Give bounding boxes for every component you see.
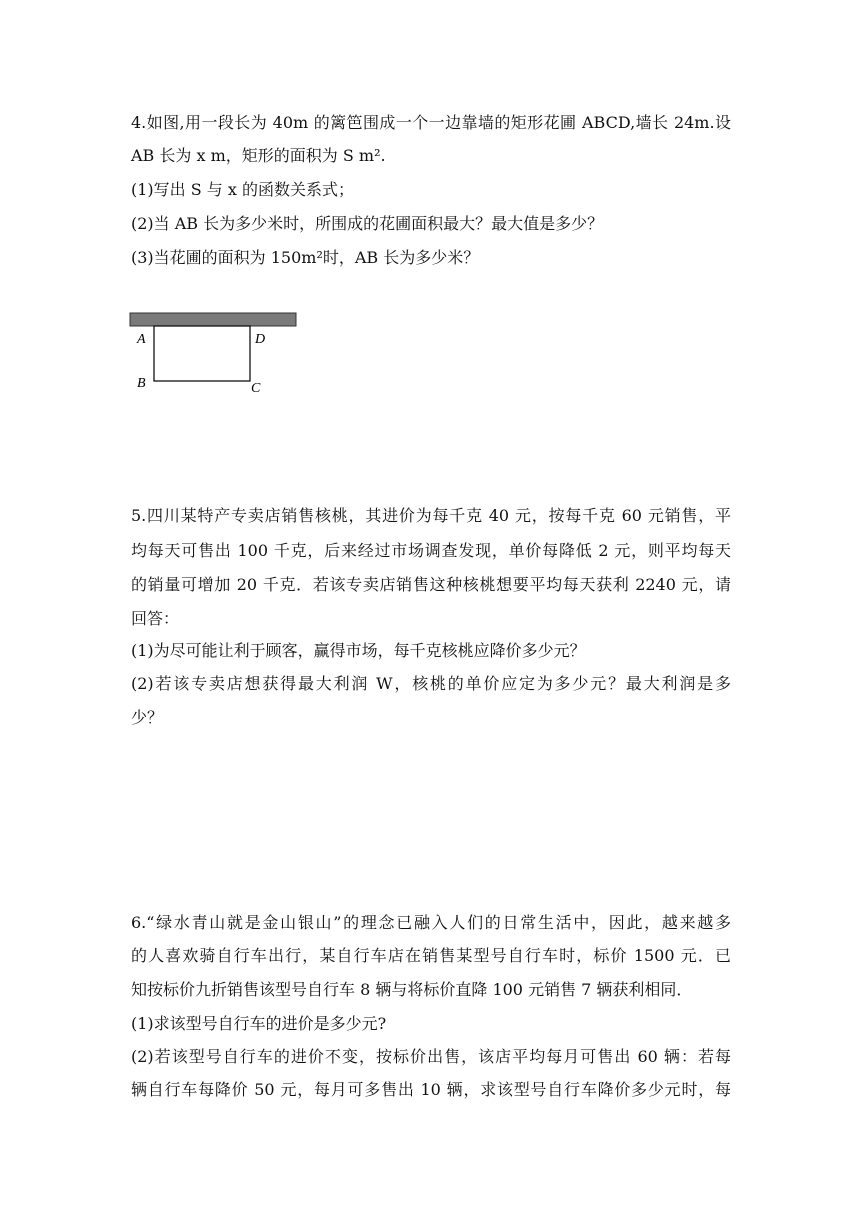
q5-line-1: 5.四川某特产专卖店销售核桃，其进价为每千克 40 元，按每千克 60 元销售，平 bbox=[131, 506, 731, 525]
q5-line-7: 少？ bbox=[131, 708, 164, 727]
q4-line-2: AB 长为 x m，矩形的面积为 S m². bbox=[131, 146, 386, 165]
q6-sub-1: (1)求该型号自行车的进价是多少元? bbox=[131, 1014, 387, 1033]
q4-sub-1: (1)写出 S 与 x 的函数关系式； bbox=[131, 180, 354, 199]
q5-sub-2: (2)若该专卖店想获得最大利润 W，核桃的单价应定为多少元？最大利润是多 bbox=[131, 674, 731, 693]
garden-diagram bbox=[128, 310, 308, 400]
label-a: A bbox=[137, 332, 146, 347]
q6-line-6: 辆自行车每降价 50 元，每月可多售出 10 辆，求该型号自行车降价多少元时，每 bbox=[131, 1080, 731, 1099]
q6-sub-2: (2)若该型号自行车的进价不变，按标价出售，该店平均每月可售出 60 辆：若每 bbox=[131, 1047, 731, 1066]
wall bbox=[130, 313, 296, 326]
label-b: B bbox=[137, 376, 146, 391]
q5-line-3: 的销量可增加 20 千克．若该专卖店销售这种核桃想要平均每天获利 2240 元，请 bbox=[131, 575, 731, 594]
q4-sub-3: (3)当花圃的面积为 150m²时，AB 长为多少米？ bbox=[131, 248, 480, 267]
label-d: D bbox=[255, 332, 266, 347]
garden-figure bbox=[128, 310, 308, 404]
label-c: C bbox=[251, 381, 261, 396]
q4-sub-2: (2)当 AB 长为多少米时，所围成的花圃面积最大？最大值是多少？ bbox=[131, 214, 604, 233]
q4-line-1: 4.如图,用一段长为 40m 的篱笆围成一个一边靠墙的矩形花圃 ABCD,墙长 24m.设 bbox=[131, 113, 731, 132]
q6-line-3: 知按标价九折销售该型号自行车 8 辆与将标价直降 100 元销售 7 辆获利相同． bbox=[131, 980, 693, 999]
q5-line-4: 回答： bbox=[131, 609, 180, 628]
q6-line-1: 6.“绿水青山就是金山银山”的理念已融入人们的日常生活中，因此，越来越多 bbox=[131, 913, 731, 932]
q5-sub-1: (1)为尽可能让利于顾客，赢得市场，每千克核桃应降价多少元？ bbox=[131, 641, 586, 660]
q6-line-2: 的人喜欢骑自行车出行，某自行车店在销售某型号自行车时，标价 1500 元．已 bbox=[131, 946, 731, 965]
garden-rectangle bbox=[154, 326, 250, 381]
q5-line-2: 均每天可售出 100 千克，后来经过市场调查发现，单价每降低 2 元，则平均每天 bbox=[131, 541, 731, 560]
